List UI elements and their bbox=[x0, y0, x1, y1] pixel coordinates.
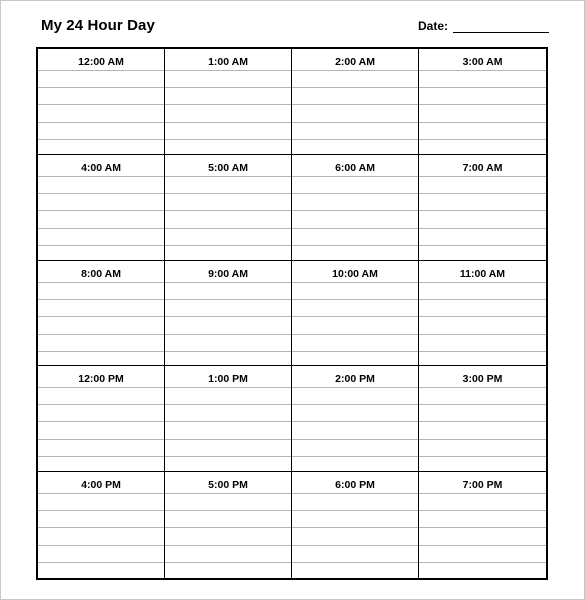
writing-line bbox=[165, 176, 291, 177]
writing-line bbox=[419, 527, 546, 528]
writing-line bbox=[292, 439, 418, 440]
writing-line bbox=[38, 87, 164, 88]
writing-line bbox=[419, 351, 546, 352]
writing-line bbox=[165, 404, 291, 405]
writing-line bbox=[165, 70, 291, 71]
writing-line bbox=[419, 493, 546, 494]
writing-line bbox=[292, 316, 418, 317]
hour-label: 4:00 AM bbox=[81, 161, 121, 174]
hour-cell[interactable] bbox=[165, 155, 292, 261]
writing-line bbox=[419, 193, 546, 194]
hour-cell[interactable] bbox=[165, 472, 292, 578]
writing-line bbox=[165, 493, 291, 494]
writing-line bbox=[419, 456, 546, 457]
hour-cell[interactable] bbox=[292, 261, 419, 367]
writing-line bbox=[38, 545, 164, 546]
writing-line bbox=[292, 104, 418, 105]
writing-line bbox=[419, 87, 546, 88]
hour-label: 12:00 PM bbox=[78, 373, 124, 386]
hour-cell[interactable] bbox=[165, 366, 292, 472]
writing-line bbox=[38, 439, 164, 440]
hour-cell[interactable] bbox=[165, 49, 292, 155]
writing-line bbox=[165, 139, 291, 140]
hour-cell[interactable] bbox=[419, 49, 546, 155]
hour-cell[interactable] bbox=[419, 366, 546, 472]
date-blank-line[interactable] bbox=[453, 20, 549, 33]
writing-line bbox=[419, 228, 546, 229]
writing-line bbox=[292, 210, 418, 211]
writing-line bbox=[292, 299, 418, 300]
hour-label: 7:00 AM bbox=[462, 161, 503, 174]
writing-line bbox=[165, 316, 291, 317]
writing-line bbox=[38, 387, 164, 388]
writing-line bbox=[38, 493, 164, 494]
writing-line bbox=[419, 245, 546, 246]
writing-line bbox=[419, 316, 546, 317]
writing-line bbox=[419, 299, 546, 300]
writing-line bbox=[38, 316, 164, 317]
writing-line bbox=[38, 122, 164, 123]
writing-line bbox=[419, 545, 546, 546]
writing-line bbox=[292, 122, 418, 123]
writing-line bbox=[38, 210, 164, 211]
writing-line bbox=[419, 210, 546, 211]
hour-cell[interactable] bbox=[292, 366, 419, 472]
writing-line bbox=[165, 299, 291, 300]
writing-line bbox=[38, 104, 164, 105]
writing-line bbox=[165, 210, 291, 211]
writing-line bbox=[38, 562, 164, 563]
writing-line bbox=[419, 176, 546, 177]
hour-label: 2:00 AM bbox=[335, 56, 375, 68]
writing-line bbox=[38, 193, 164, 194]
hour-label: 8:00 AM bbox=[81, 267, 121, 280]
writing-line bbox=[165, 421, 291, 422]
writing-line bbox=[419, 334, 546, 335]
hour-cell[interactable] bbox=[38, 261, 165, 367]
writing-line bbox=[38, 527, 164, 528]
writing-line bbox=[38, 176, 164, 177]
hour-cell[interactable] bbox=[38, 472, 165, 578]
writing-line bbox=[292, 545, 418, 546]
writing-line bbox=[292, 387, 418, 388]
writing-line bbox=[38, 70, 164, 71]
writing-line bbox=[419, 387, 546, 388]
writing-line bbox=[292, 282, 418, 283]
writing-line bbox=[292, 456, 418, 457]
hour-label: 1:00 AM bbox=[208, 56, 248, 68]
hour-label: 5:00 AM bbox=[208, 161, 248, 174]
hour-cell[interactable] bbox=[419, 155, 546, 261]
writing-line bbox=[292, 510, 418, 511]
hour-label: 4:00 PM bbox=[81, 479, 121, 492]
writing-line bbox=[419, 439, 546, 440]
writing-line bbox=[292, 421, 418, 422]
writing-line bbox=[38, 351, 164, 352]
writing-line bbox=[38, 282, 164, 283]
page-title: My 24 Hour Day bbox=[41, 17, 155, 34]
writing-line bbox=[165, 387, 291, 388]
hour-label: 5:00 PM bbox=[208, 479, 248, 492]
hour-cell[interactable] bbox=[165, 261, 292, 367]
hour-label: 7:00 PM bbox=[462, 479, 503, 492]
writing-line bbox=[292, 70, 418, 71]
hour-label: 9:00 AM bbox=[208, 267, 248, 280]
writing-line bbox=[38, 228, 164, 229]
writing-line bbox=[165, 228, 291, 229]
hour-label: 1:00 PM bbox=[208, 373, 248, 386]
hour-label: 3:00 AM bbox=[462, 56, 503, 68]
writing-line bbox=[292, 404, 418, 405]
writing-line bbox=[38, 245, 164, 246]
writing-line bbox=[38, 456, 164, 457]
hour-grid bbox=[36, 47, 548, 580]
writing-line bbox=[292, 527, 418, 528]
writing-line bbox=[292, 228, 418, 229]
writing-line bbox=[292, 245, 418, 246]
writing-line bbox=[419, 282, 546, 283]
writing-line bbox=[165, 87, 291, 88]
writing-line bbox=[165, 122, 291, 123]
writing-line bbox=[165, 527, 291, 528]
date-label: Date: bbox=[418, 19, 449, 33]
writing-line bbox=[165, 193, 291, 194]
writing-line bbox=[419, 562, 546, 563]
hour-label: 2:00 PM bbox=[335, 373, 375, 386]
hour-cell[interactable] bbox=[419, 472, 546, 578]
writing-line bbox=[165, 351, 291, 352]
writing-line bbox=[292, 193, 418, 194]
writing-line bbox=[292, 176, 418, 177]
writing-line bbox=[292, 334, 418, 335]
writing-line bbox=[419, 421, 546, 422]
writing-line bbox=[165, 510, 291, 511]
writing-line bbox=[38, 421, 164, 422]
writing-line bbox=[419, 404, 546, 405]
writing-line bbox=[292, 139, 418, 140]
writing-line bbox=[292, 562, 418, 563]
hour-label: 3:00 PM bbox=[462, 373, 503, 386]
date-field bbox=[418, 19, 549, 33]
writing-line bbox=[38, 299, 164, 300]
writing-line bbox=[165, 562, 291, 563]
writing-line bbox=[419, 70, 546, 71]
hour-label: 12:00 AM bbox=[78, 56, 124, 68]
writing-line bbox=[165, 456, 291, 457]
writing-line bbox=[419, 104, 546, 105]
writing-line bbox=[292, 351, 418, 352]
writing-line bbox=[165, 545, 291, 546]
writing-line bbox=[38, 334, 164, 335]
writing-line bbox=[292, 493, 418, 494]
hour-cell[interactable] bbox=[292, 155, 419, 261]
writing-line bbox=[419, 122, 546, 123]
writing-line bbox=[419, 139, 546, 140]
hour-label: 10:00 AM bbox=[332, 267, 378, 280]
writing-line bbox=[292, 87, 418, 88]
writing-line bbox=[165, 334, 291, 335]
hour-cell[interactable] bbox=[38, 366, 165, 472]
hour-label: 6:00 PM bbox=[335, 479, 375, 492]
writing-line bbox=[165, 439, 291, 440]
writing-line bbox=[38, 404, 164, 405]
writing-line bbox=[38, 510, 164, 511]
hour-label: 6:00 AM bbox=[335, 161, 375, 174]
hour-cell[interactable] bbox=[292, 49, 419, 155]
hour-cell[interactable] bbox=[292, 472, 419, 578]
hour-cell[interactable] bbox=[419, 261, 546, 367]
writing-line bbox=[165, 245, 291, 246]
writing-line bbox=[165, 282, 291, 283]
writing-line bbox=[38, 139, 164, 140]
hour-cell[interactable] bbox=[38, 155, 165, 261]
writing-line bbox=[165, 104, 291, 105]
hour-cell[interactable] bbox=[38, 49, 165, 155]
hour-label: 11:00 AM bbox=[459, 267, 506, 280]
writing-line bbox=[419, 510, 546, 511]
